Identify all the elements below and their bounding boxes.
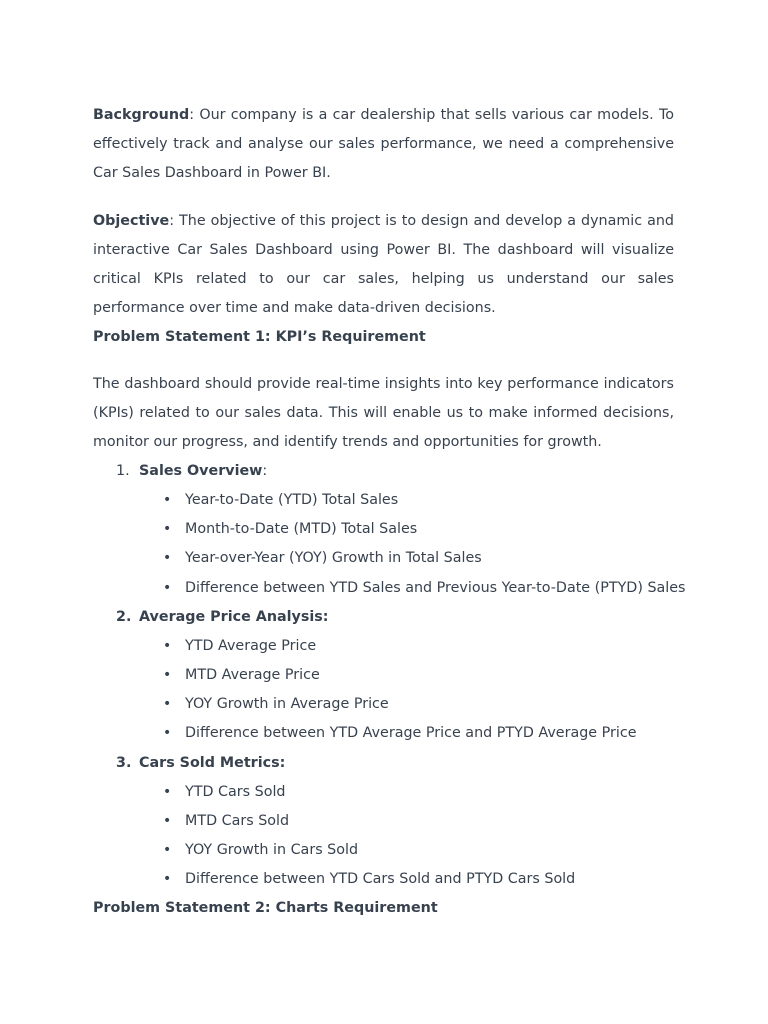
- kpi-section-title: Sales Overview: [139, 463, 263, 479]
- list-number: 3.: [116, 754, 132, 771]
- background-text: : Our company is a car dealership that sells various car models. To effectively track and analyse our sales performance, we need a comprehensive Car Sales Dashboard in Power BI.: [93, 107, 674, 181]
- list-item-text: YTD Cars Sold: [185, 783, 286, 800]
- bullet-icon: •: [163, 667, 172, 684]
- list-item-text: MTD Average Price: [185, 667, 320, 684]
- bullet-icon: •: [163, 550, 172, 567]
- kpi-bullet-list: [139, 486, 686, 603]
- list-item: [93, 574, 686, 603]
- list-item-text: Difference between YTD Sales and Previous Year-to-Date (PTYD) Sales: [185, 579, 686, 596]
- list-item-text: YTD Average Price: [185, 637, 317, 654]
- objective-label: Objective: [93, 213, 170, 229]
- kpi-section-average-price: [93, 603, 674, 749]
- list-item: [93, 515, 674, 544]
- document-page: [93, 101, 686, 923]
- problem-statement-1-intro: The dashboard should provide real-time insights into key performance indicators (KPIs) related to our sales data. This will enable us to make informed decisions, monitor our progress, and identify trends and opportunities for growth.: [93, 376, 674, 450]
- list-item: [93, 661, 674, 690]
- kpi-bullet-list: [139, 632, 674, 749]
- list-item: [93, 807, 674, 836]
- bullet-icon: •: [163, 492, 172, 508]
- problem-statement-2-heading: Problem Statement 2: Charts Requirement: [93, 900, 438, 917]
- list-item-text: Year-to-Date (YTD) Total Sales: [185, 492, 399, 508]
- bullet-icon: •: [163, 696, 172, 713]
- list-item-text: MTD Cars Sold: [185, 812, 290, 829]
- list-item: [93, 544, 674, 573]
- bullet-icon: •: [163, 725, 172, 742]
- objective-text: : The objective of this project is to design and develop a dynamic and interactive Car Sales Dashboard using Power BI. The dashboard will visualize critical KPIs related to our car sales, helping us understand our sales performance over time and make data-driven decisions.: [93, 213, 674, 316]
- objective-paragraph: [93, 207, 674, 323]
- list-item: [93, 778, 674, 807]
- bullet-icon: •: [163, 812, 172, 829]
- kpi-requirements-list: [93, 457, 686, 894]
- list-number: 2.: [116, 608, 132, 625]
- kpi-section-cars-sold: [93, 749, 674, 895]
- list-item: [93, 719, 674, 748]
- bullet-icon: •: [163, 871, 172, 888]
- bullet-icon: •: [163, 521, 172, 538]
- kpi-section-sales-overview: [93, 457, 686, 603]
- list-item-text: Difference between YTD Cars Sold and PTYD Cars Sold: [185, 871, 576, 888]
- list-item-text: Month-to-Date (MTD) Total Sales: [185, 521, 418, 538]
- list-item: [93, 690, 674, 719]
- list-item: [93, 836, 674, 865]
- list-item: [93, 865, 674, 894]
- kpi-section-title: Average Price Analysis:: [139, 608, 329, 625]
- bullet-icon: •: [163, 783, 172, 800]
- background-paragraph: [93, 101, 674, 188]
- list-item-text: YOY Growth in Average Price: [185, 696, 389, 713]
- list-item-text: Year-over-Year (YOY) Growth in Total Sales: [185, 550, 482, 567]
- kpi-section-title: Cars Sold Metrics:: [139, 754, 286, 771]
- bullet-icon: •: [163, 842, 172, 859]
- bullet-icon: •: [163, 579, 172, 596]
- kpi-section-title-suffix: :: [262, 463, 268, 479]
- background-label: Background: [93, 107, 190, 123]
- problem-statement-1-heading: Problem Statement 1: KPI’s Requirement: [93, 329, 426, 345]
- list-item-text: Difference between YTD Average Price and PTYD Average Price: [185, 725, 637, 742]
- list-number: 1.: [116, 463, 130, 479]
- list-item: [93, 632, 674, 661]
- list-item: [93, 486, 674, 515]
- bullet-icon: •: [163, 637, 172, 654]
- kpi-bullet-list: [139, 778, 674, 895]
- list-item-text: YOY Growth in Cars Sold: [185, 842, 359, 859]
